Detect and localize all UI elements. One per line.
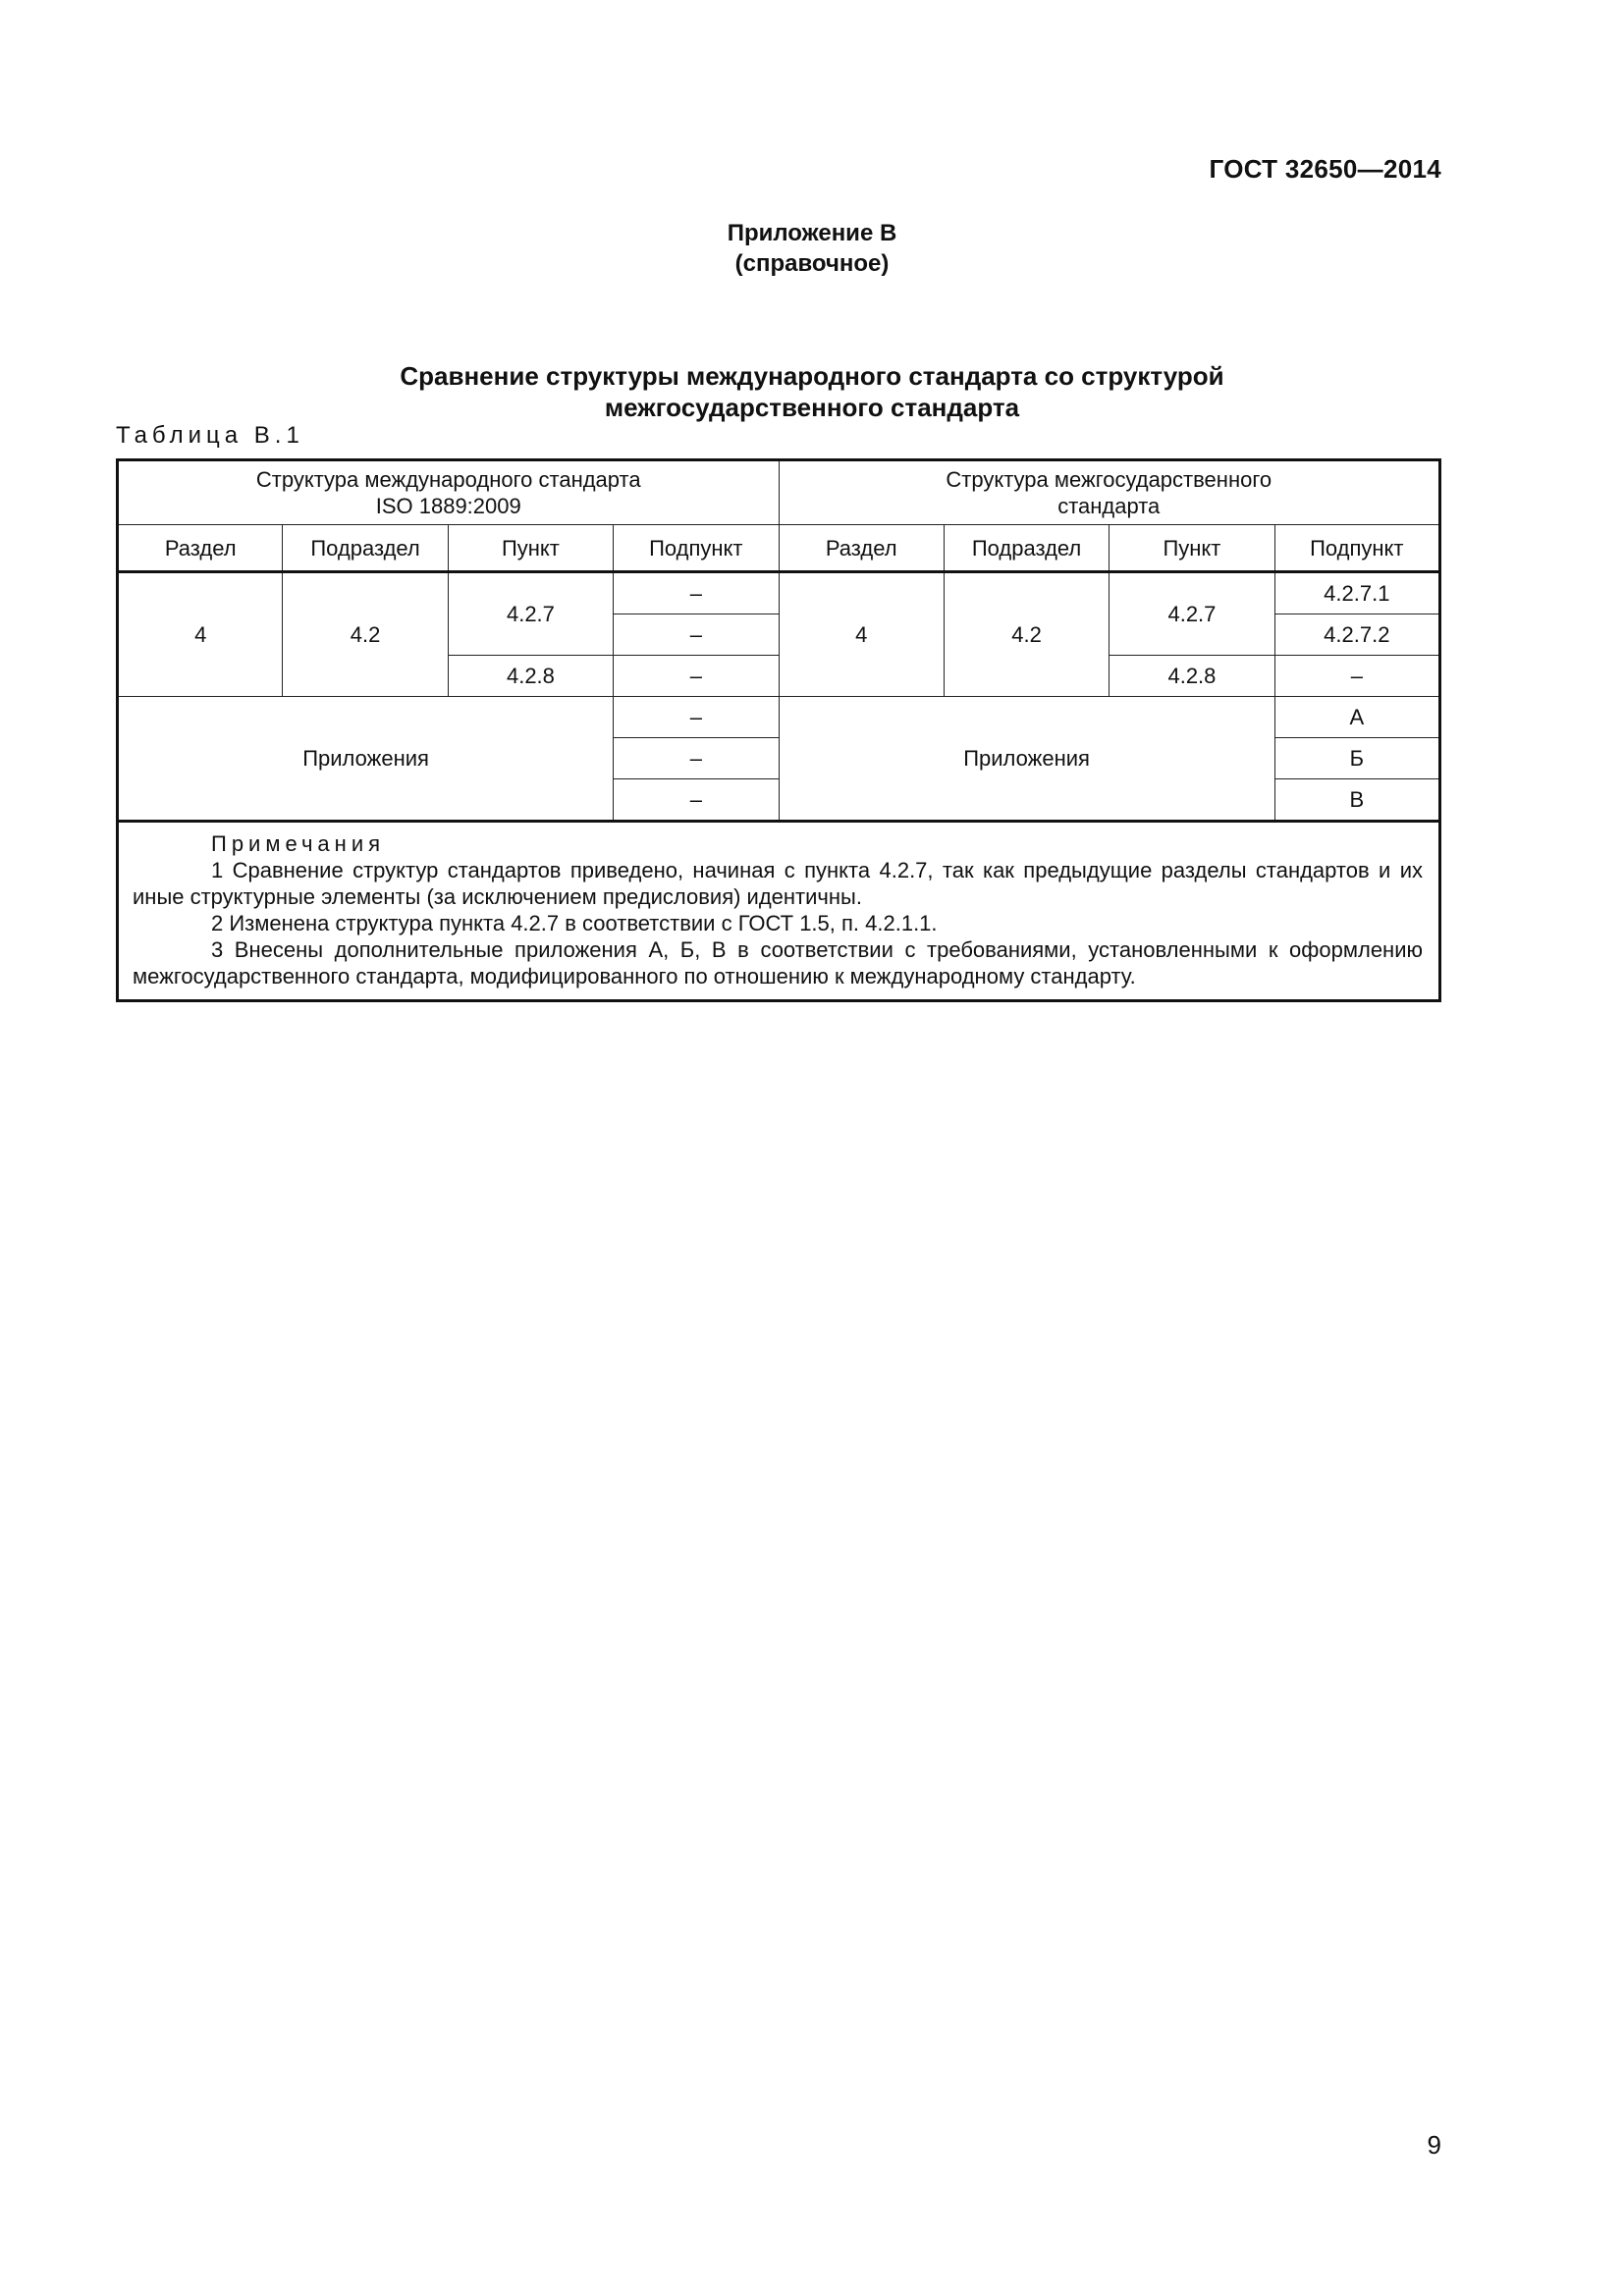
table-label: Таблица В.1 xyxy=(116,422,304,449)
table-cell: 4.2.7.1 xyxy=(1274,572,1439,614)
appendix-heading xyxy=(0,218,1624,279)
table-cell: – xyxy=(614,614,779,656)
column-header: Пункт xyxy=(448,525,613,572)
table-cell: 4 xyxy=(118,572,283,697)
table-cell: Б xyxy=(1274,738,1439,779)
notes-cell xyxy=(118,822,1440,1001)
document-code: ГОСТ 32650—2014 xyxy=(1209,154,1441,184)
table-cell: 4.2.7 xyxy=(448,572,613,656)
table-cell: В xyxy=(1274,779,1439,822)
table-cell: – xyxy=(614,572,779,614)
column-header: Подраздел xyxy=(283,525,448,572)
table-cell: 4 xyxy=(779,572,944,697)
appendix-subtitle: (справочное) xyxy=(734,250,890,277)
annexes-label-cell: Приложения xyxy=(779,697,1274,822)
note-item: 2 Изменена структура пункта 4.2.7 в соответствии с ГОСТ 1.5, п. 4.2.1.1. xyxy=(211,911,938,935)
table-cell: – xyxy=(614,656,779,697)
table-cell: 4.2.8 xyxy=(1110,656,1274,697)
table-cell: – xyxy=(614,779,779,822)
column-header: Подпункт xyxy=(1274,525,1439,572)
table-cell: 4.2.7 xyxy=(1110,572,1274,656)
table-cell: 4.2 xyxy=(283,572,448,697)
column-header: Пункт xyxy=(1110,525,1274,572)
table-row xyxy=(118,697,1440,738)
table-cell: – xyxy=(1274,656,1439,697)
group-header-row xyxy=(118,460,1440,525)
caption-line-2: межгосударственного стандарта xyxy=(604,393,1020,422)
column-header: Раздел xyxy=(779,525,944,572)
international-structure-header xyxy=(118,460,780,525)
international-header-line-2: ISO 1889:2009 xyxy=(375,494,521,518)
notes-row xyxy=(118,822,1440,1001)
interstate-header-line-2: стандарта xyxy=(1057,494,1161,518)
appendix-title: Приложение В xyxy=(727,220,897,246)
interstate-header-line-1: Структура межгосударственного xyxy=(946,467,1272,492)
table-caption xyxy=(0,360,1624,423)
note-item: 1 Сравнение структур стандартов приведено, начиная с пункта 4.2.7, так как предыдущие разделы стандартов и их иные структурные элементы (за исключением предисловия) идентичны. xyxy=(133,858,1423,909)
comparison-table xyxy=(116,458,1441,1002)
caption-line-1: Сравнение структуры международного стандарта со структурой xyxy=(400,361,1224,391)
table-cell: 4.2.7.2 xyxy=(1274,614,1439,656)
table-cell: 4.2.8 xyxy=(448,656,613,697)
column-header: Подпункт xyxy=(614,525,779,572)
page-number: 9 xyxy=(1427,2130,1441,2160)
table-cell: А xyxy=(1274,697,1439,738)
column-header-row xyxy=(118,525,1440,572)
table-cell: – xyxy=(614,738,779,779)
table-cell: 4.2 xyxy=(944,572,1109,697)
note-item: 3 Внесены дополнительные приложения А, Б, В в соответствии с требованиями, установленными к оформлению межгосударственного стандарта, модифицированного по отношению к международному стандарту. xyxy=(133,937,1423,988)
table-cell: – xyxy=(614,697,779,738)
international-header-line-1: Структура международного стандарта xyxy=(255,467,641,492)
column-header: Подраздел xyxy=(944,525,1109,572)
column-header: Раздел xyxy=(118,525,283,572)
table-row xyxy=(118,572,1440,614)
interstate-structure-header xyxy=(779,460,1440,525)
notes-title: Примечания xyxy=(211,831,386,856)
annexes-label-cell: Приложения xyxy=(118,697,614,822)
